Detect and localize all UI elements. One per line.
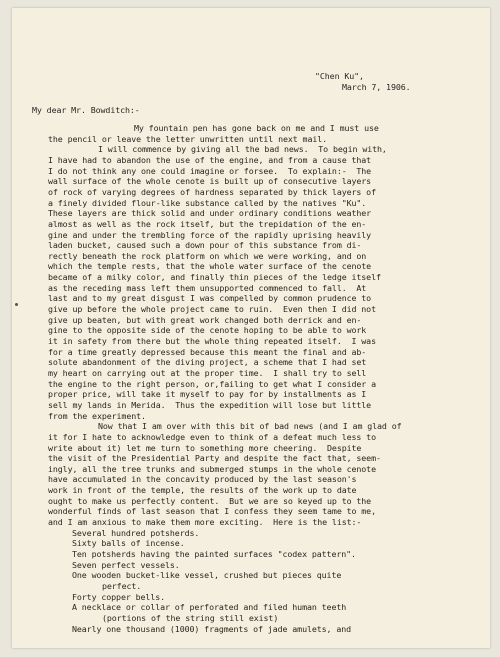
paragraph-line: almost as well as the rock itself, but the trepidation of the en- xyxy=(48,218,367,229)
paragraph-line: sell my lands in Merida. Thus the expedition will lose but little xyxy=(48,399,372,410)
paragraph-line: and I am anxious to make them more exciting. Here is the list:- xyxy=(48,517,362,528)
paragraph-line: became of a milky color, and finally thin pieces of the ledge itself xyxy=(48,272,381,283)
list-item: Seven perfect vessels. xyxy=(72,559,180,570)
paragraph-line: from the experiment. xyxy=(48,410,146,421)
paragraph-line: the pencil or leave the letter unwritten until next mail. xyxy=(48,133,328,144)
list-item: Nearly one thousand (1000) fragments of jade amulets, and xyxy=(72,623,352,634)
paragraph-line: gine to the opposite side of the cenote hoping to be able to work xyxy=(48,325,367,336)
paragraph-line: the visit of the Presidential Party and despite the fact that, seem- xyxy=(48,453,381,464)
paragraph-line: work in front of the temple, the results of the work up to date xyxy=(48,485,357,496)
paragraph-line: ingly, all the tree trunks and submerged stumps in the whole cenote xyxy=(48,463,376,474)
paragraph-line: of rock of varying degrees of hardness separated by thick layers of xyxy=(48,186,376,197)
paragraph-line: My fountain pen has gone back on me and I must use xyxy=(134,123,379,133)
letter-date: March 7, 1906. xyxy=(342,82,411,92)
list-item: Forty copper bells. xyxy=(72,591,166,602)
paragraph-line: as the receding mass left them unsupported commenced to fall. At xyxy=(48,282,367,293)
paragraph-line: I have had to abandon the use of the engine, and from a cause that xyxy=(48,154,372,165)
paragraph-line: wall surface of the whole cenote is built up of consecutive layers xyxy=(48,176,372,187)
paragraph-line: give up beaten, but with great work changed both derrick and en- xyxy=(48,314,362,325)
paragraph-line: give up before the whole project came to ruin. Even then I did not xyxy=(48,304,376,315)
paragraph-line: laden bucket, caused such a down pour of this substance from di- xyxy=(48,240,362,251)
list-item: (portions of the string still exist) xyxy=(102,612,279,623)
paragraph-line: write about it) let me turn to something more cheering. Despite xyxy=(48,442,362,453)
paragraph-line: for a time greatly depressed because this meant the final and ab- xyxy=(48,346,367,357)
salutation: My dear Mr. Bowditch:- xyxy=(32,105,140,115)
paragraph-line: it for I hate to acknowledge even to think of a defeat much less to xyxy=(48,431,376,442)
paragraph-line: gine and under the trembling force of the rapidly uprising heavily xyxy=(48,229,372,240)
list-item: One wooden bucket-like vessel, crushed but pieces quite xyxy=(72,570,342,581)
list-item: Ten potsherds having the painted surfaces "codex pattern". xyxy=(72,549,356,559)
paragraph-line: solute abandonment of the diving project, a scheme that I had set xyxy=(48,357,367,368)
hole-punch-mark xyxy=(15,303,18,306)
paragraph-line: a finely divided flour-like substance called by the natives "Ku". xyxy=(48,197,367,208)
paragraph-line: I do not think any one could imagine or forsee. To explain:- The xyxy=(48,165,372,176)
paragraph-line: ought to make us perfectly content. But we are so keyed up to the xyxy=(48,495,372,506)
paragraph-line: wonderful finds of last season that I confess they seem tame to me, xyxy=(48,506,376,517)
list-item: Several hundred potsherds. xyxy=(72,527,200,538)
paragraph-line: I will commence by giving all the bad news. To begin with, xyxy=(98,144,387,155)
paragraph-line: rectly beneath the rock platform on which we were working, and on xyxy=(48,250,367,261)
letter-page xyxy=(12,8,490,648)
paragraph-line: my heart on carrying out at the proper time. I shall try to sell xyxy=(48,367,367,378)
paragraph-line: have accumulated in the concavity produced by the last season's xyxy=(48,474,357,485)
paragraph-line: the engine to the right person, or,failing to get what I consider a xyxy=(48,378,376,389)
paragraph-line: which the temple rests, that the whole water surface of the cenote xyxy=(48,261,372,272)
paragraph-line: proper price, will take it myself to pay for by installments as I xyxy=(48,389,367,400)
list-item: perfect. xyxy=(102,580,142,591)
paragraph-line: These layers are thick solid and under ordinary conditions weather xyxy=(48,208,372,219)
paragraph-line: last and to my great disgust I was compelled by common prudence to xyxy=(48,293,372,304)
paragraph-line: it in safety from there but the whole thing repeated itself. I was xyxy=(48,336,376,346)
letter-place: "Chen Ku", xyxy=(315,71,364,81)
list-item: A necklace or collar of perforated and filed human teeth xyxy=(72,602,347,613)
paragraph-line: Now that I am over with this bit of bad news (and I am glad of xyxy=(98,421,402,432)
list-item: Sixty balls of incense. xyxy=(72,538,185,549)
